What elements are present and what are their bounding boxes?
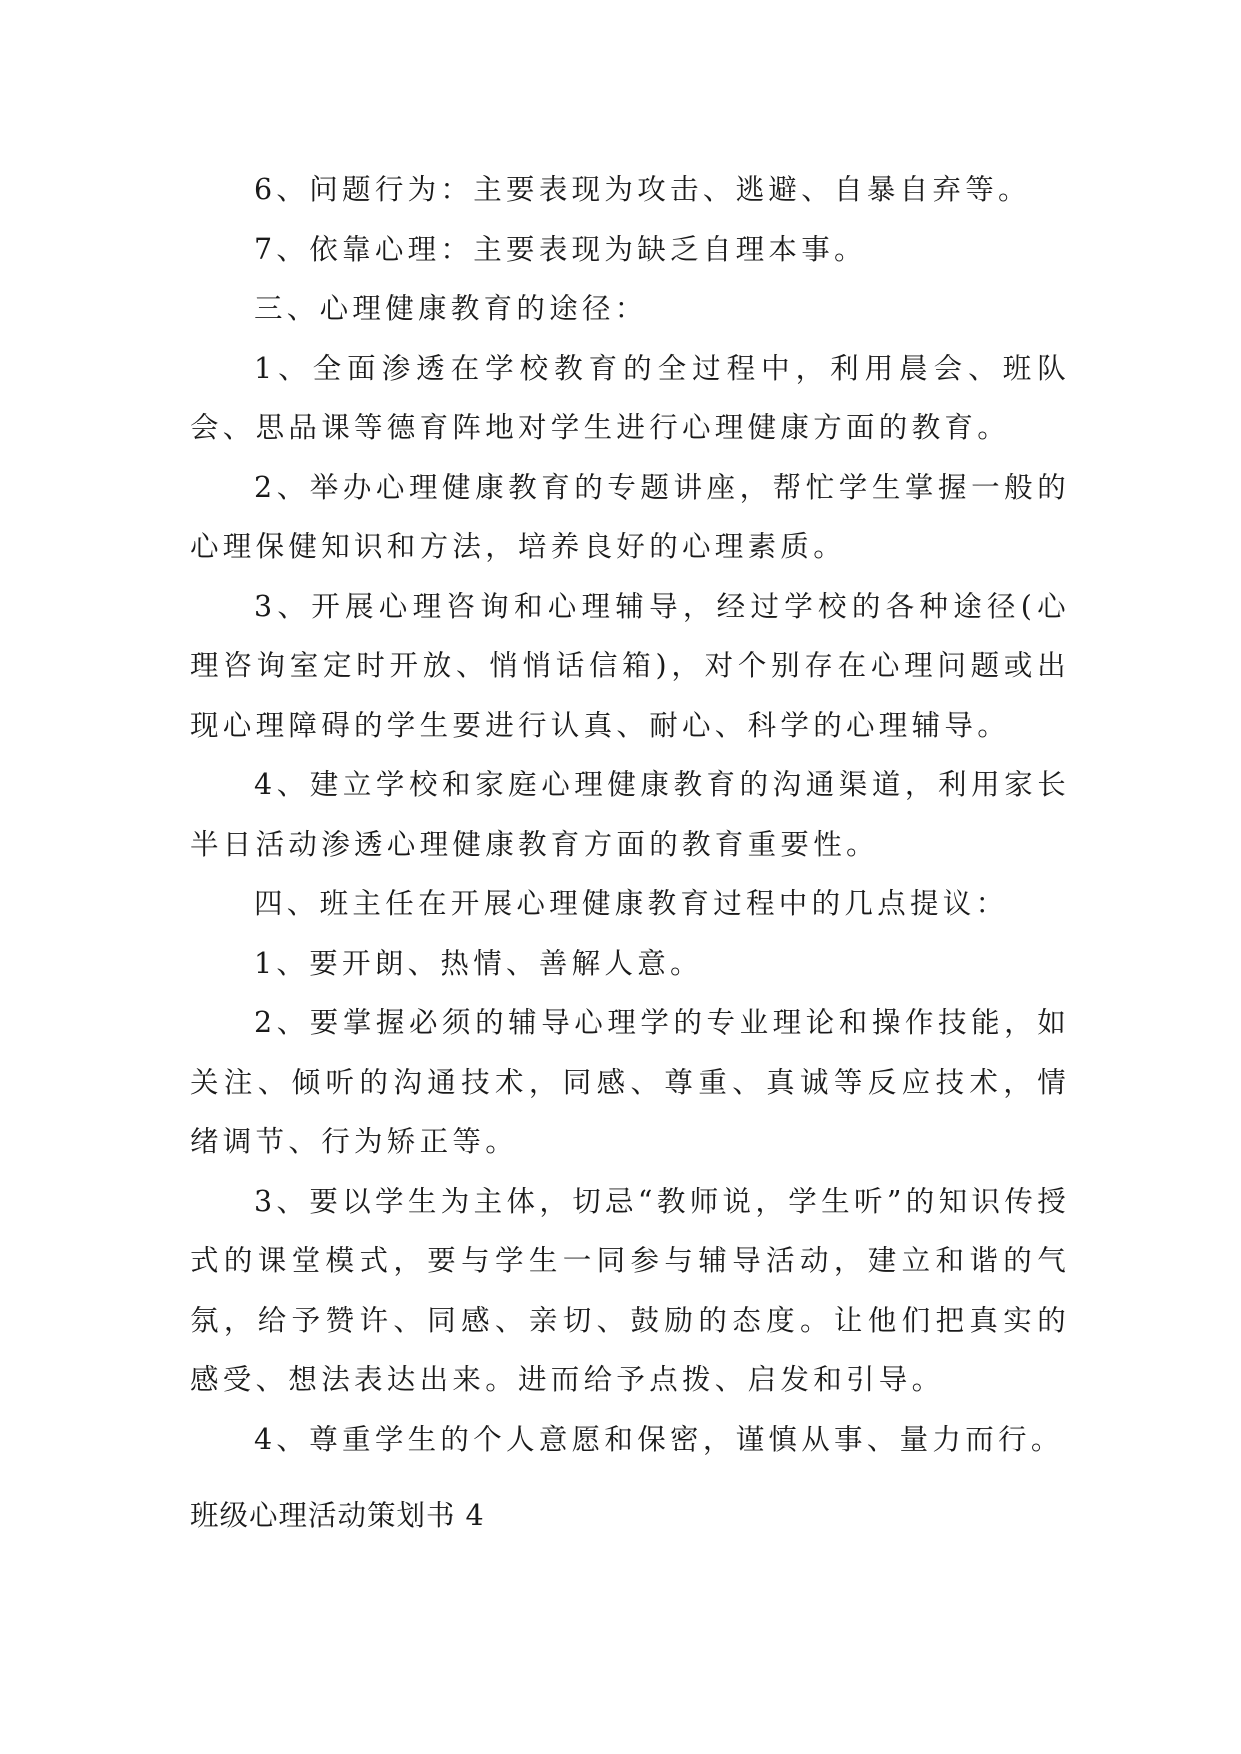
paragraph-dependence: 7、依靠心理：主要表现为缺乏自理本事。 (254, 232, 867, 266)
paragraph-suggestion-3: 3、要以学生为主体，切忌“教师说，学生听”的知识传授式的课堂模式，要与学生一同参与辅导活动，建立和谐的气氛，给予赞许、同感、亲切、鼓励的态度。让他们把真实的感受、想法表达出来。进而给予点拨、启发和引导。 (190, 1184, 1070, 1396)
paragraph-approach-3: 3、开展心理咨询和心理辅导，经过学校的各种途径(心理咨询室定时开放、悄悄话信箱)，对个别存在心理问题或出现心理障碍的学生要进行认真、耐心、科学的心理辅导。 (190, 589, 1070, 742)
section-heading-approaches: 三、心理健康教育的途径： (254, 292, 648, 325)
paragraph-suggestion-2: 2、要掌握必须的辅导心理学的专业理论和操作技能，如关注、倾听的沟通技术，同感、尊重、真诚等反应技术，情绪调节、行为矫正等。 (190, 1006, 1070, 1158)
paragraph-suggestion-4: 4、尊重学生的个人意愿和保密，谨慎从事、量力而行。 (254, 1422, 1064, 1456)
paragraph-approach-1: 1、全面渗透在学校教育的全过程中，利用晨会、班队会、思品课等德育阵地对学生进行心理健康方面的教育。 (190, 351, 1070, 444)
document-body (190, 160, 1070, 1469)
paragraph-problem-behavior: 6、问题行为：主要表现为攻击、逃避、自暴自弃等。 (254, 173, 1031, 206)
next-section-title: 班级心理活动策划书 4 (190, 1499, 485, 1532)
paragraph-suggestion-1: 1、要开朗、热情、善解人意。 (254, 946, 703, 980)
paragraph-approach-2: 2、举办心理健康教育的专题讲座，帮忙学生掌握一般的心理保健知识和方法，培养良好的心理素质。 (190, 470, 1070, 563)
paragraph-approach-4: 4、建立学校和家庭心理健康教育的沟通渠道，利用家长半日活动渗透心理健康教育方面的教育重要性。 (190, 768, 1070, 861)
section-heading-suggestions: 四、班主任在开展心理健康教育过程中的几点提议： (254, 887, 1009, 920)
